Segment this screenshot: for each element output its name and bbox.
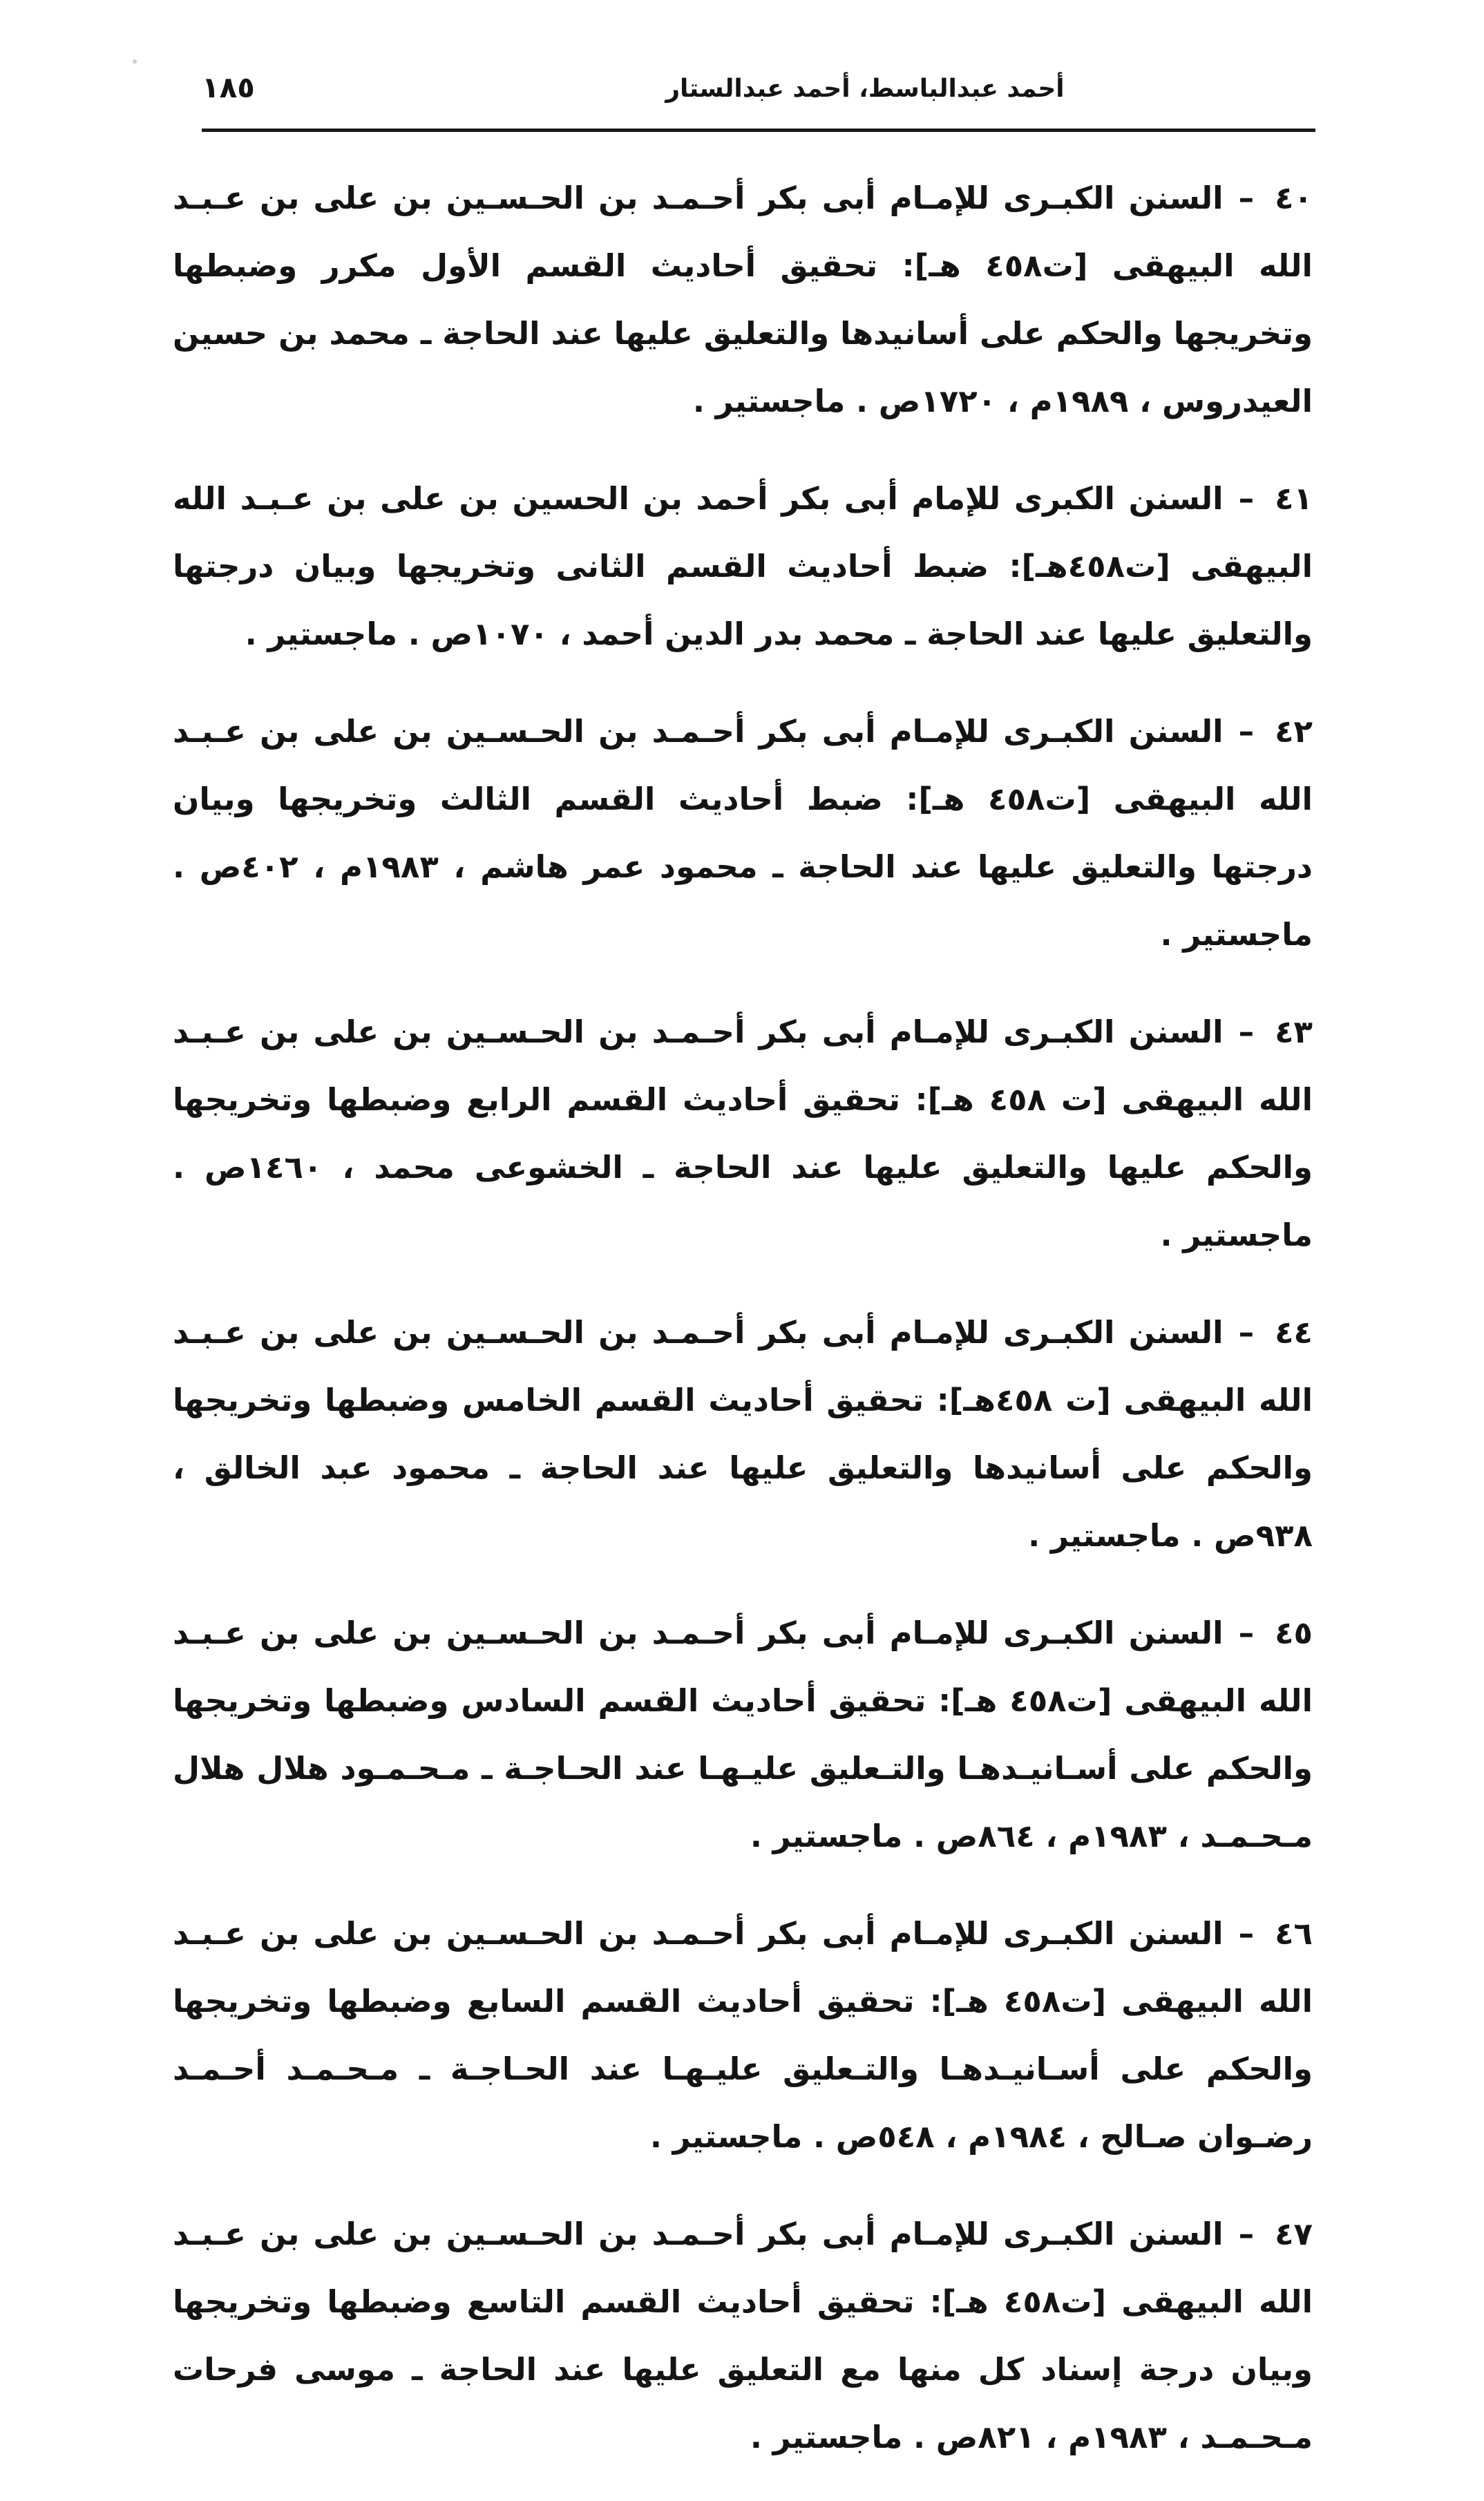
entry-paragraph	[173, 2200, 1313, 2471]
entry-dash: –	[1238, 2216, 1255, 2252]
entry-number: ٤٥	[1275, 1615, 1313, 1651]
entry-dash: –	[1238, 1615, 1255, 1651]
entry-dash: –	[1238, 713, 1255, 750]
scan-speck	[133, 59, 137, 64]
list-item	[173, 164, 1313, 435]
entry-paragraph	[173, 465, 1313, 668]
entry-dash: –	[1238, 1014, 1255, 1050]
entry-number: ٤٤	[1275, 1314, 1313, 1351]
entry-text: السنن الكبـرى للإمـام أبى بكر أحـمـد بن الحـسـين بن على بن عـبـد الله البيهقى [ت ٤٥٨هـ]: تحقيق أحاديث القسم الخامس وضبطها وتخريجها والحكم على أسانيدها والتعليق عليها عند الحاجة ـ محمود عبد الخالق ، ٩٣٨ص . ماجستير .	[173, 1314, 1313, 1554]
entry-text: السنن الكبـرى للإمـام أبى بكر أحـمـد بن الحـسـين بن على بن عـبـد الله البيهقى [ت٤٥٨ هـ]: تحقيق أحاديث القسم الأول مكرر وضبطها وتخريجها والحكم على أسانيدها والتعليق عليها عند الحاجة ـ محمد بن حسين العيدروس ، ١٩٨٩م ، ١٧٢٠ص . ماجستير .	[173, 180, 1313, 419]
entry-number: ٤٠	[1275, 180, 1313, 216]
entry-text: السنن الكبـرى للإمـام أبى بكر أحـمـد بن الحـسـين بن على بن عـبـد الله البيهقى [ت٤٥٨ هـ]: ضبط أحاديث القسم الثالث وتخريجها وبيان درجتها والتعليق عليها عند الحاجة ـ محمود عمر هاشم ، ١٩٨٣م ، ٤٠٢ص . ماجستير .	[173, 713, 1313, 953]
entry-number: ٤٣	[1275, 1014, 1313, 1050]
entry-paragraph	[173, 1299, 1313, 1570]
entry-dash: –	[1238, 180, 1255, 216]
entry-paragraph	[173, 164, 1313, 435]
entry-paragraph	[173, 698, 1313, 969]
entry-text: السنن الكبـرى للإمـام أبى بكر أحـمـد بن الحـسـين بن على بن عـبـد الله البيهقى [ت٤٥٨ هـ]: تحقيق أحاديث القسم السادس وضبطها وتخريجها والحكم على أسـانيـدهـا والتـعليق عليـهـا عند الحـاجـة ـ مـحـمـود هلال هلال مـحـمـد ، ١٩٨٣م ، ٨٦٤ص . ماجستير .	[173, 1615, 1313, 1854]
list-item	[173, 465, 1313, 668]
entry-dash: –	[1238, 1314, 1255, 1351]
entry-number: ٤٢	[1275, 713, 1313, 750]
running-head: أحمد عبدالباسط، أحمد عبدالستار	[665, 75, 1065, 103]
list-item	[173, 1299, 1313, 1570]
entry-number: ٤٧	[1275, 2216, 1313, 2252]
entry-paragraph	[173, 998, 1313, 1269]
bibliography-list	[173, 164, 1313, 2501]
entry-dash: –	[1238, 1915, 1255, 1952]
header-rule	[202, 129, 1315, 132]
entry-paragraph	[173, 1599, 1313, 1870]
entry-text: السنن الكبـرى للإمـام أبى بكر أحـمـد بن الحـسـين بن على بن عـبـد الله البيهقى [ت٤٥٨ هـ]: تحقيق أحاديث القسم السابع وضبطها وتخريجها والحكم على أسـانيـدهـا والتـعليق عليـهـا عند الحـاجـة ـ مـحـمـد أحـمـد رضـوان صـالح ، ١٩٨٤م ، ٥٤٨ص . ماجستير .	[173, 1915, 1313, 2155]
entry-paragraph	[173, 1900, 1313, 2171]
list-item	[173, 1599, 1313, 1870]
entry-number: ٤١	[1275, 480, 1313, 517]
entry-dash: –	[1238, 480, 1255, 517]
entry-text: السنن الكبرى للإمام أبى بكر أحمد بن الحسين بن على بن عـبـد الله البيهقى [ت٤٥٨هـ]: ضبط أحاديث القسم الثانى وتخريجها وبيان درجتها والتعليق عليها عند الحاجة ـ محمد بدر الدين أحمد ، ١٠٧٠ص . ماجستير .	[173, 480, 1313, 652]
page-number: ١٨٥	[202, 70, 255, 104]
list-item	[173, 998, 1313, 1269]
list-item	[173, 1900, 1313, 2171]
entry-text: السنن الكبـرى للإمـام أبى بكر أحـمـد بن الحـسـين بن على بن عـبـد الله البيهقى [ت٤٥٨ هـ]: تحقيق أحاديث القسم التاسع وضبطها وتخريجها وبيان درجة إسناد كل منها مع التعليق عليها عند الحاجة ـ موسى فرحات مـحـمـد ، ١٩٨٣م ، ٨٢١ص . ماجستير .	[173, 2216, 1313, 2455]
list-item	[173, 698, 1313, 969]
page-header	[202, 64, 1315, 130]
list-item	[173, 2200, 1313, 2471]
entry-text: السنن الكبـرى للإمـام أبى بكر أحـمـد بن الحـسـين بن على بن عـبـد الله البيهقى [ت ٤٥٨ هـ]: تحقيق أحاديث القسم الرابع وضبطها وتخريجها والحكم عليها والتعليق عليها عند الحاجة ـ الخشوعى محمد ، ١٤٦٠ص . ماجستير .	[173, 1014, 1313, 1253]
entry-number: ٤٦	[1275, 1915, 1313, 1952]
